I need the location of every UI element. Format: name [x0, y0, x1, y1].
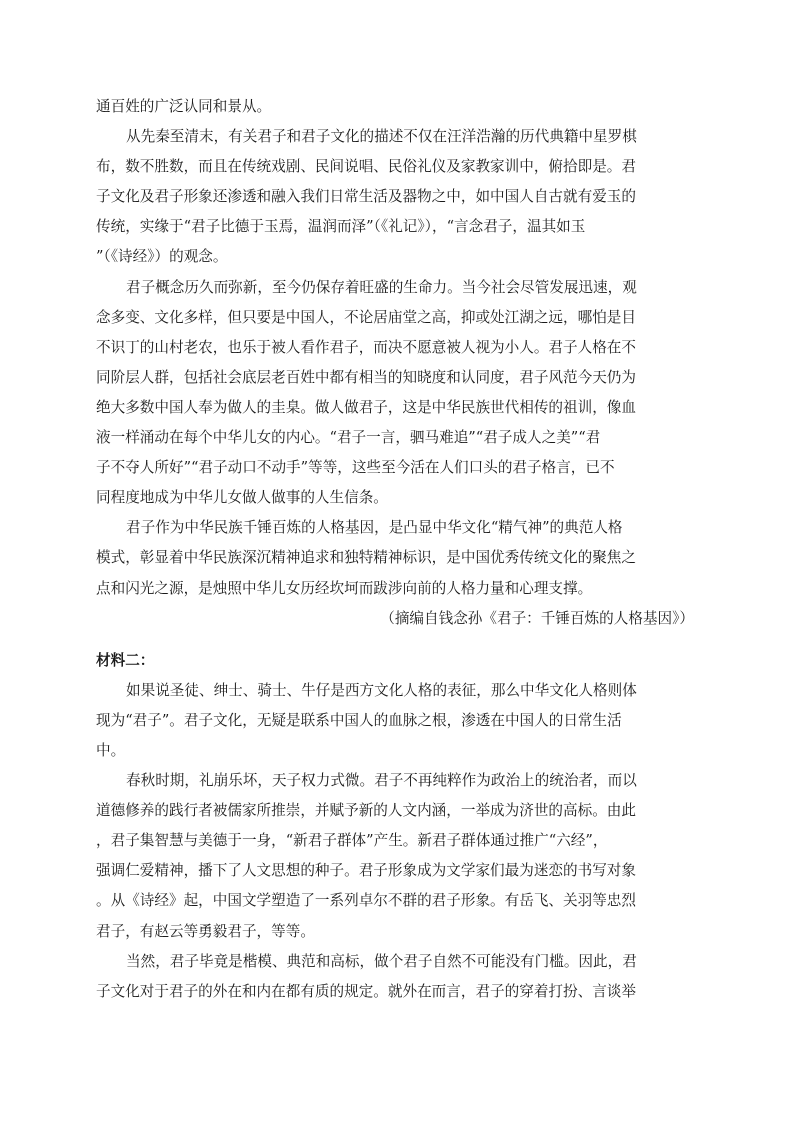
text-line: 液一样涌动在每个中华儿女的内心。“君子一言，驷马难追”“君子成人之美”“君 [96, 429, 601, 447]
text-line: 念多变、文化多样，但只要是中国人，不论居庙堂之高，抑或处江湖之远，哪怕是目 [96, 308, 636, 326]
text-line: 模式，彰显着中华民族深沉精神追求和独特精神标识，是中国优秀传统文化的聚焦之 [96, 549, 636, 567]
text-line: ”（《诗经》）的观念。 [96, 248, 228, 266]
source-citation: （摘编自钱念孙《君子：千锤百炼的人格基因》） [380, 609, 694, 627]
text-line: 中。 [96, 741, 126, 759]
text-line: 子文化对于君子的外在和内在都有质的规定。就外在而言，君子的穿着打扮、言谈举 [96, 982, 636, 1000]
text-line: 同程度地成为中华儿女做人做事的人生信条。 [96, 489, 388, 507]
text-line: 道德修养的践行者被儒家所推崇，并赋予新的人文内涵，一举成为济世的高标。由此 [96, 802, 636, 820]
text-line: 布，数不胜数，而且在传统戏剧、民间说唱、民俗礼仪及家教家训中，俯拾即是。君 [96, 158, 636, 176]
document-page [96, 92, 694, 1007]
text-line: 通百姓的广泛认同和景从。 [96, 98, 272, 115]
paragraph-start-line: 从先秦至清末，有关君子和君子文化的描述不仅在汪洋浩瀚的历代典籍中星罗棋 [126, 128, 637, 146]
text-line: 同阶层人群，包括社会底层老百姓中都有相当的知晓度和认同度，君子风范今天仍为 [96, 368, 636, 386]
text-line: 点和闪光之源，是烛照中华儿女历经坎坷而跋涉向前的人格力量和心理支撑。 [96, 579, 593, 597]
text-line: 不识丁的山村老农，也乐于被人看作君子，而决不愿意被人视为小人。君子人格在不 [96, 338, 636, 356]
text-line: 子文化及君子形象还渗透和融入我们日常生活及器物之中，如中国人自古就有爱玉的 [96, 188, 636, 206]
paragraph-start-line: 君子作为中华民族千锤百炼的人格基因，是凸显中华文化“精气神”的典范人格 [126, 519, 623, 537]
text-line: 子不夺人所好”“君子动口不动手”等等，这些至今活在人们口头的君子格言，已不 [96, 459, 615, 477]
text-line: 君子，有赵云等勇毅君子，等等。 [96, 922, 315, 940]
text-line: 传统，实缘于“君子比德于玉焉，温润而泽”（《礼记》），“言念君子，温其如玉 [96, 218, 586, 236]
paragraph-start-line: 如果说圣徒、绅士、骑士、牛仔是西方文化人格的表征，那么中华文化人格则体 [126, 681, 637, 699]
paragraph-start-line: 君子概念历久而弥新，至今仍保存着旺盛的生命力。当今社会尽管发展迅速，观 [126, 278, 637, 296]
paragraph-start-line: 当然，君子毕竟是楷模、典范和高标，做个君子自然不可能没有门槛。因此，君 [126, 952, 637, 970]
text-line: 现为“君子”。君子文化，无疑是联系中国人的血脉之根，渗透在中国人的日常生活 [96, 711, 622, 729]
text-line: 。从《诗经》起，中国文学塑造了一系列卓尔不群的君子形象。有岳飞、关羽等忠烈 [96, 892, 636, 910]
text-line: 强调仁爱精神，播下了人文思想的种子。君子形象成为文学家们最为迷恋的书写对象 [96, 862, 636, 880]
paragraph-start-line: 春秋时期，礼崩乐坏，天子权力式微。君子不再纯粹作为政治上的统治者，而以 [126, 772, 637, 790]
text-line: 绝大多数中国人奉为做人的圭臬。做人做君子，这是中华民族世代相传的祖训，像血 [96, 398, 636, 416]
material-two-heading: 材料二： [96, 651, 155, 669]
text-line: ，君子集智慧与美德于一身，“新君子群体”产生。新君子群体通过推广“六经”， [96, 832, 608, 850]
